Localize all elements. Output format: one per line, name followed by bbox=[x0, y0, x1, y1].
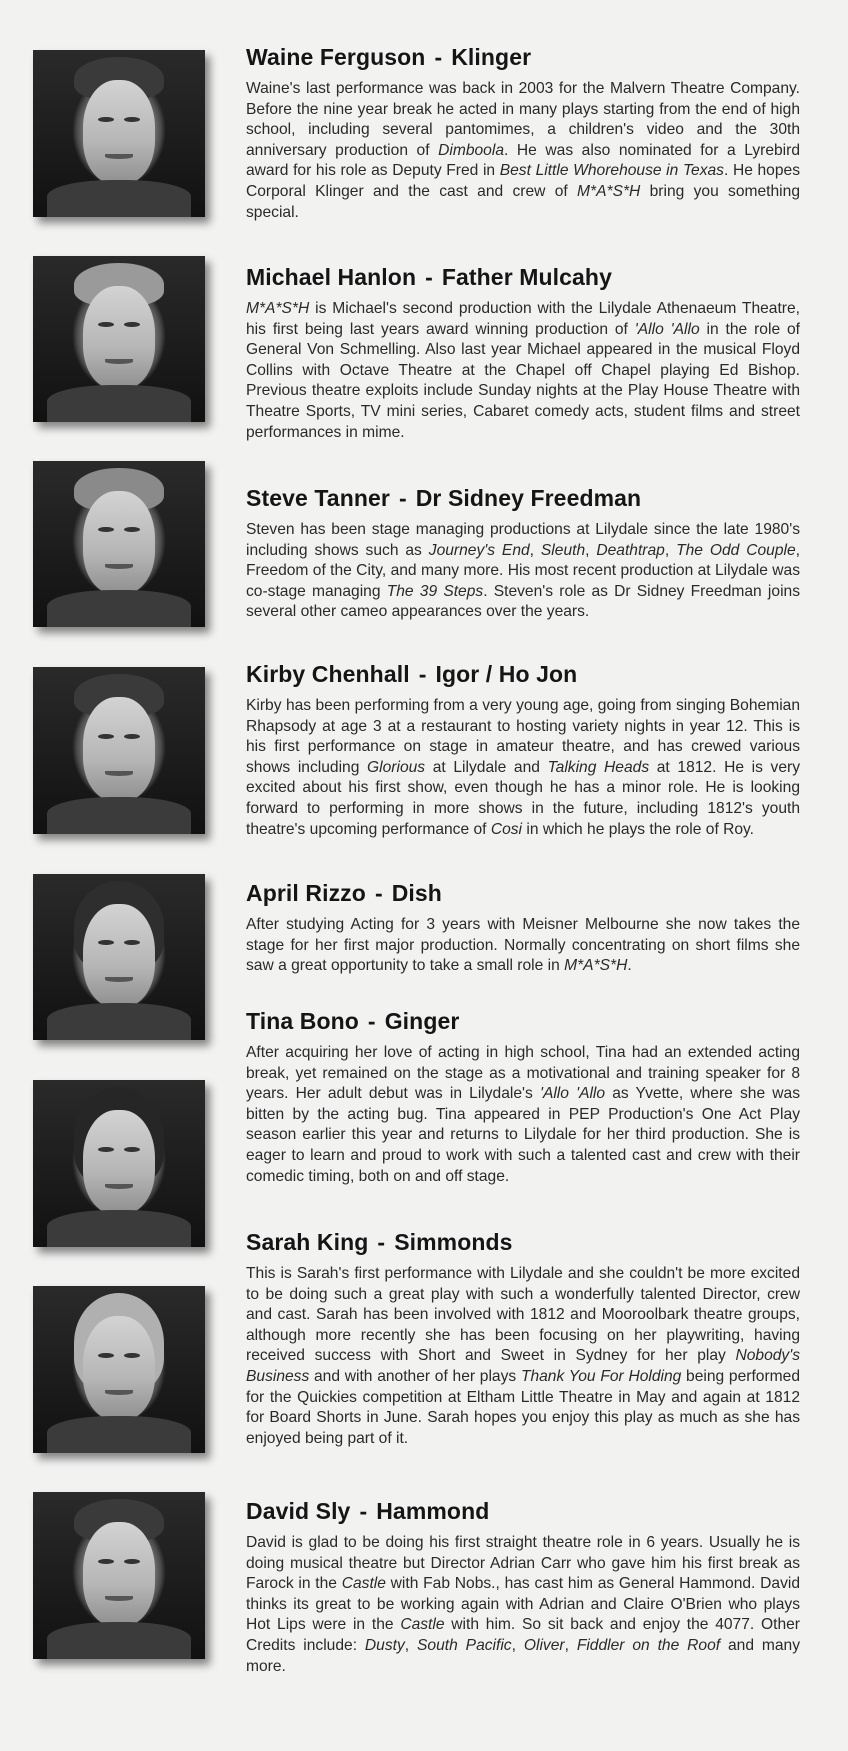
bio-text: with Fab Nobs., has cast him as General Hammond. David thinks its great to be working again with Adrian and Claire O'Brien who plays Hot Lips were in the bbox=[246, 1575, 801, 1634]
cast-entry bbox=[246, 1008, 800, 1187]
actor-name: Michael Hanlon bbox=[246, 264, 417, 290]
photo-kirby-chenhall bbox=[33, 667, 205, 834]
cast-heading bbox=[246, 1229, 800, 1256]
heading-separator: - bbox=[377, 1229, 386, 1255]
character-role: Igor / Ho Jon bbox=[435, 661, 578, 687]
cast-entry bbox=[246, 485, 800, 623]
bio-italic-title: Nobody's Business bbox=[246, 1347, 800, 1385]
photo-waine-ferguson bbox=[33, 50, 205, 217]
bio-text: . Steven's role as Dr Sidney Freedman joins several other cameo appearances over the years. bbox=[246, 582, 800, 621]
bio-text: , bbox=[404, 1636, 418, 1654]
bio-italic-title: The Odd Couple bbox=[676, 541, 796, 559]
bio-text: at 1812. He is very excited about his first show, even though he has a minor role. He is looking forward to performing in more shows in the future, including 1812's youth theatre's upcoming performance of bbox=[246, 758, 800, 838]
bio-italic-title: Talking Heads bbox=[547, 758, 650, 776]
bio-text: , bbox=[564, 1636, 577, 1654]
bio-text: , bbox=[529, 541, 541, 559]
bio-text: . He was also nominated for a Lyrebird award for his role as Deputy Fred in bbox=[246, 141, 800, 180]
bio-italic-title: Best Little Whorehouse in Texas bbox=[499, 162, 724, 180]
actor-bio bbox=[246, 696, 800, 840]
actor-bio bbox=[246, 1533, 800, 1677]
cast-entry bbox=[246, 44, 800, 223]
actor-name: Waine Ferguson bbox=[246, 44, 426, 70]
photo-sarah-king bbox=[33, 1286, 205, 1453]
character-role: Simmonds bbox=[394, 1229, 513, 1255]
bio-italic-title: Fiddler on the Roof bbox=[576, 1636, 721, 1654]
heading-separator: - bbox=[425, 264, 433, 290]
bio-text: . bbox=[627, 957, 632, 975]
cast-entry bbox=[246, 1229, 800, 1449]
heading-separator: - bbox=[367, 1008, 376, 1034]
character-role: Dr Sidney Freedman bbox=[415, 485, 642, 511]
bio-text: and many more. bbox=[246, 1636, 801, 1675]
heading-separator: - bbox=[418, 661, 427, 687]
bio-italic-title: Deathtrap bbox=[596, 541, 665, 559]
bio-text: is Michael's second production with the Lilydale Athenaeum Theatre, his first being last years award winning production of bbox=[246, 300, 800, 338]
bio-text: bring you something special. bbox=[246, 182, 800, 221]
bio-text: , bbox=[511, 1636, 524, 1654]
heading-separator: - bbox=[398, 485, 407, 511]
bio-italic-title: Journey's End bbox=[428, 541, 530, 559]
photo-steve-tanner bbox=[33, 461, 205, 627]
cast-entry bbox=[246, 1498, 800, 1677]
bio-italic-title: M*A*S*H bbox=[564, 957, 628, 975]
bio-italic-title: 'Allo 'Allo bbox=[539, 1085, 606, 1103]
bio-italic-title: Castle bbox=[400, 1616, 445, 1634]
actor-name: Steve Tanner bbox=[246, 485, 390, 511]
bio-text: This is Sarah's first performance with Lilydale and she couldn't be more excited to be doing such a great play with such a wonderfully talented Director, crew and cast. Sarah has been involved with 1812 and Mooroolbark theatre groups, although more recently she has been focusing on her playwriting, having received success with Short and Sweet in Sydney for her play bbox=[246, 1265, 800, 1365]
photo-michael-hanlon bbox=[33, 256, 205, 422]
bio-italic-title: South Pacific bbox=[417, 1636, 512, 1654]
bio-italic-title: Dimboola bbox=[438, 141, 504, 159]
bio-text: , bbox=[585, 541, 597, 559]
actor-name: April Rizzo bbox=[246, 880, 366, 906]
bio-text: Kirby has been performing from a very young age, going from singing Bohemian Rhapsody at age 3 at a restaurant to hosting variety nights in year 12. This is his first performance on stage in amateur theatre, and has crewed various shows including bbox=[246, 697, 800, 776]
actor-bio bbox=[246, 1264, 800, 1449]
cast-heading bbox=[246, 44, 800, 71]
cast-heading bbox=[246, 661, 800, 688]
bio-text: , Freedom of the City, and many more. His most recent production at Lilydale was co-stage managing bbox=[246, 541, 800, 600]
photo-david-sly bbox=[33, 1492, 205, 1659]
actor-bio bbox=[246, 520, 800, 623]
bio-text: After acquiring her love of acting in high school, Tina had an extended acting break, yet remained on the stage as a motivational and training speaker for 8 years. Her adult debut was in Lilydale's bbox=[246, 1044, 800, 1103]
bio-text: with him. So sit back and enjoy the 4077. Other Credits include: bbox=[246, 1616, 800, 1654]
bio-italic-title: Dusty bbox=[364, 1636, 405, 1654]
bio-italic-title: Castle bbox=[341, 1575, 386, 1593]
bio-italic-title: 'Allo 'Allo bbox=[634, 320, 700, 338]
cast-heading bbox=[246, 264, 800, 291]
bio-italic-title: Thank You For Holding bbox=[520, 1367, 682, 1385]
bio-italic-title: M*A*S*H bbox=[577, 182, 641, 200]
bio-text: and with another of her plays bbox=[309, 1367, 521, 1385]
bio-text: in the role of General Von Schmelling. Also last year Michael appeared in the musical Floyd Collins with Octave Theatre at the Chapel off Chapel playing Ed Bishop. Previous theatre exploits include Sunday nights at the Play House Theatre with Theatre Sports, TV mini series, Cabaret comedy acts, student films and street performances in mime. bbox=[246, 320, 801, 441]
heading-separator: - bbox=[359, 1498, 368, 1524]
cast-heading bbox=[246, 1008, 800, 1035]
photo-april-rizzo bbox=[33, 874, 205, 1040]
bio-text: David is glad to be doing his first straight theatre role in 6 years. Usually he is doing musical theatre but Director Adrian Carr who gave him his first break as Farock in the bbox=[246, 1534, 800, 1593]
actor-name: Tina Bono bbox=[246, 1008, 359, 1034]
bio-italic-title: Oliver bbox=[523, 1636, 565, 1654]
bio-text: Steven has been stage managing productions at Lilydale since the late 1980's including shows such as bbox=[246, 521, 800, 559]
bio-text: After studying Acting for 3 years with Meisner Melbourne she now takes the stage for her first major production. Normally concentrating on short films she saw a great opportunity to take a small role in bbox=[246, 916, 800, 975]
actor-name: David Sly bbox=[246, 1498, 351, 1524]
actor-name: Kirby Chenhall bbox=[246, 661, 410, 687]
bio-text: in which he plays the role of Roy. bbox=[522, 820, 755, 838]
cast-heading bbox=[246, 1498, 800, 1525]
bio-italic-title: M*A*S*H bbox=[246, 300, 310, 317]
bio-italic-title: The 39 Steps bbox=[386, 582, 484, 600]
character-role: Ginger bbox=[384, 1008, 460, 1034]
cast-heading bbox=[246, 485, 800, 512]
actor-bio bbox=[246, 299, 800, 443]
cast-entry bbox=[246, 661, 800, 840]
character-role: Dish bbox=[391, 880, 442, 906]
actor-bio bbox=[246, 79, 800, 223]
photo-tina-bono bbox=[33, 1080, 205, 1247]
heading-separator: - bbox=[434, 44, 443, 70]
bio-text: at Lilydale and bbox=[425, 758, 548, 776]
character-role: Klinger bbox=[451, 44, 532, 70]
bio-text: being performed for the Quickies competition at Eltham Little Theatre in May and again at 1812 for Board Shorts in June. Sarah hopes you enjoy this play as much as she has enjoyed being part of it. bbox=[246, 1367, 800, 1447]
character-role: Hammond bbox=[376, 1498, 490, 1524]
character-role: Father Mulcahy bbox=[441, 264, 612, 290]
bio-italic-title: Cosi bbox=[490, 820, 523, 838]
actor-name: Sarah King bbox=[246, 1229, 369, 1255]
actor-bio bbox=[246, 1043, 800, 1187]
heading-separator: - bbox=[374, 880, 383, 906]
cast-entry bbox=[246, 264, 800, 443]
bio-italic-title: Glorious bbox=[367, 758, 426, 776]
bio-text: . He hopes Corporal Klinger and the cast and crew of bbox=[246, 162, 800, 200]
bio-text: , bbox=[664, 541, 677, 559]
bio-text: as Yvette, where she was bitten by the acting bug. Tina appeared in PEP Production's One Act Play season earlier this year and returns to Lilydale for her third production. She is eager to learn and proud to work with such a talented cast and crew with their comedic timing, both on and off stage. bbox=[246, 1085, 801, 1185]
bio-italic-title: Sleuth bbox=[540, 541, 586, 559]
cast-entry bbox=[246, 880, 800, 977]
bio-text: Waine's last performance was back in 2003 for the Malvern Theatre Company. Before the nine year break he acted in many plays starting from the end of high school, including several pantomimes, a children's video and the 30th anniversary production of bbox=[246, 80, 800, 159]
actor-bio bbox=[246, 915, 800, 977]
cast-heading bbox=[246, 880, 800, 907]
